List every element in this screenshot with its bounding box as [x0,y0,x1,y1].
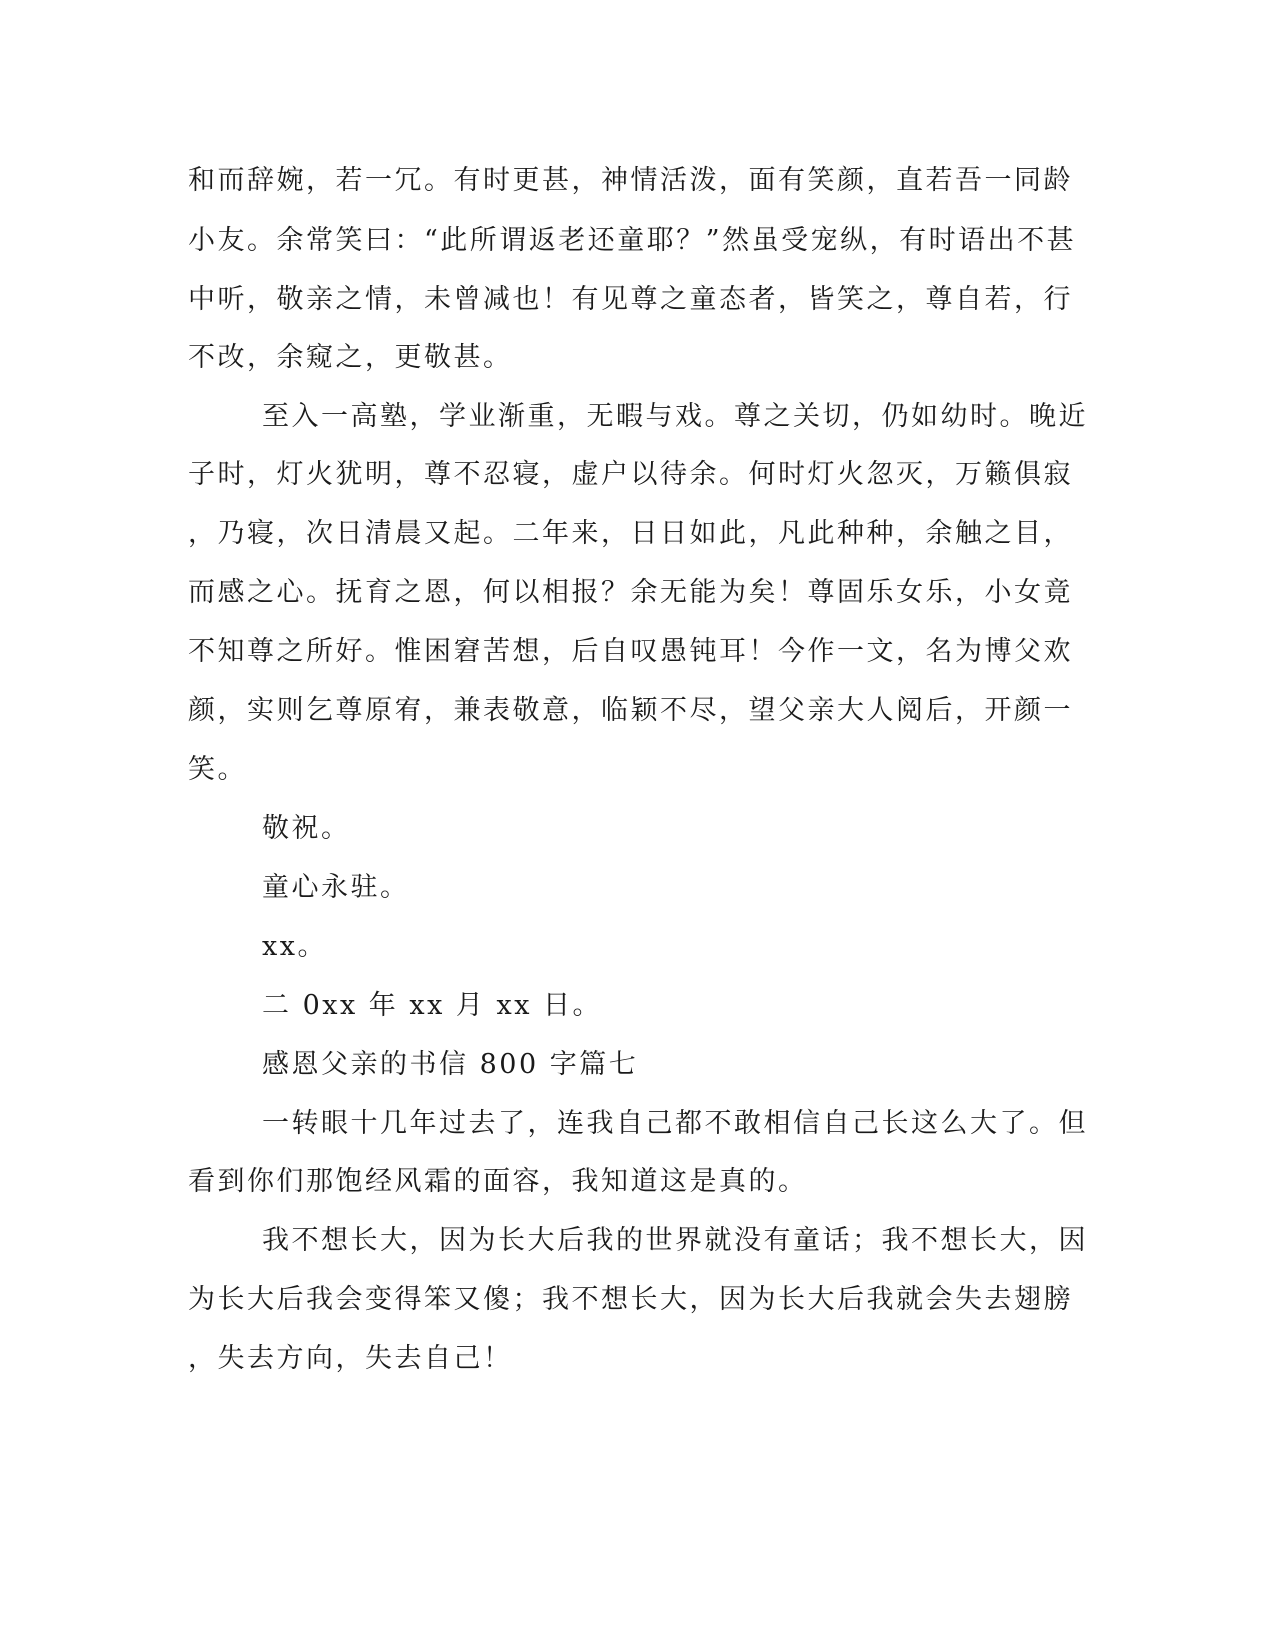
paragraph-line: 不改，余窥之，更敬甚。 [188,342,513,373]
paragraph-line: 笑。 [188,754,247,785]
paragraph-line: 和而辞婉，若一冗。有时更甚，神情活泼，面有笑颜，直若吾一同龄 [188,165,1073,196]
paragraph-line: ，失去方向，失去自己！ [188,1343,513,1374]
letter-date: 二 0xx 年 xx 月 xx 日。 [262,990,603,1021]
paragraph-line: 小友。余常笑曰：“此所谓返老还童耶？”然虽受宠纵，有时语出不甚 [188,225,1077,256]
paragraph-line: 看到你们那饱经风霜的面容，我知道这是真的。 [188,1166,808,1197]
paragraph-line: 子时，灯火犹明，尊不忍寝，虚户以待余。何时灯火忽灭，万籁俱寂 [188,459,1073,490]
paragraph-line: 颜，实则乞尊原宥，兼表敬意，临颖不尽，望父亲大人阅后，开颜一 [188,695,1073,726]
paragraph-line: 中听，敬亲之情，未曾减也！有见尊之童态者，皆笑之，尊自若，行 [188,284,1073,315]
signature: xx。 [262,931,327,962]
paragraph-line: 不知尊之所好。惟困窘苦想，后自叹愚钝耳！今作一文，名为博父欢 [188,636,1073,667]
closing-wish: 童心永驻。 [262,872,410,903]
paragraph-line: 为长大后我会变得笨又傻；我不想长大，因为长大后我就会失去翅膀 [188,1284,1073,1315]
paragraph-line: ，乃寝，次日清晨又起。二年来，日日如此，凡此种种，余触之目， [188,518,1073,549]
paragraph-line: 至入一高塾，学业渐重，无暇与戏。尊之关切，仍如幼时。晚近 [262,401,1088,432]
paragraph-line: 一转眼十几年过去了，连我自己都不敢相信自己长这么大了。但 [262,1108,1088,1139]
paragraph-line: 我不想长大，因为长大后我的世界就没有童话；我不想长大，因 [262,1225,1088,1256]
paragraph-line: 而感之心。抚育之恩，何以相报？余无能为矣！尊固乐女乐，小女竟 [188,577,1073,608]
closing-salutation: 敬祝。 [262,813,351,844]
section-heading: 感恩父亲的书信 800 字篇七 [262,1049,639,1080]
